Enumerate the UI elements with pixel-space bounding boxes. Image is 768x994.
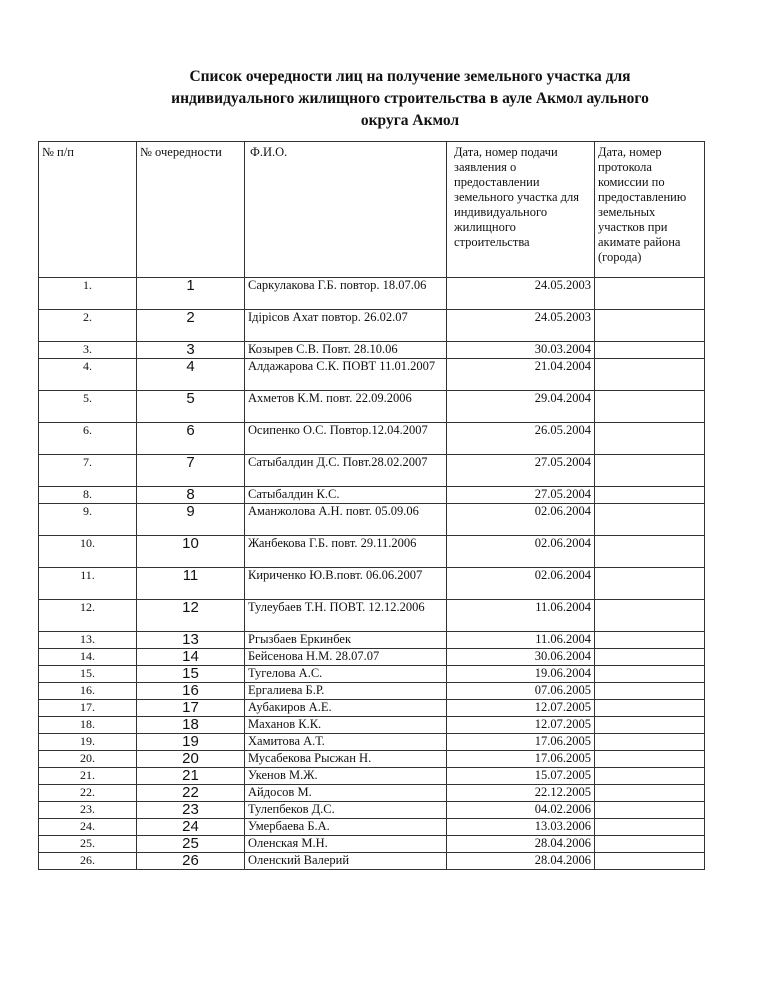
row-number: 9. bbox=[39, 504, 137, 536]
queue-number: 16 bbox=[137, 683, 245, 700]
table-row bbox=[39, 568, 705, 600]
queue-number: 4 bbox=[137, 359, 245, 391]
application-date: 19.06.2004 bbox=[447, 666, 595, 683]
row-number: 21. bbox=[39, 768, 137, 785]
applicant-name: Тугелова А.С. bbox=[245, 666, 447, 683]
queue-number: 14 bbox=[137, 649, 245, 666]
table-row bbox=[39, 751, 705, 768]
application-date: 28.04.2006 bbox=[447, 836, 595, 853]
queue-number: 24 bbox=[137, 819, 245, 836]
application-date: 07.06.2005 bbox=[447, 683, 595, 700]
row-number: 24. bbox=[39, 819, 137, 836]
applicant-name: Ергалиева Б.Р. bbox=[245, 683, 447, 700]
table-row bbox=[39, 536, 705, 568]
application-date: 29.04.2004 bbox=[447, 391, 595, 423]
applicant-name: Сатыбалдин К.С. bbox=[245, 487, 447, 504]
queue-number: 5 bbox=[137, 391, 245, 423]
table-row bbox=[39, 504, 705, 536]
application-date: 26.05.2004 bbox=[447, 423, 595, 455]
row-number: 26. bbox=[39, 853, 137, 870]
application-date: 30.03.2004 bbox=[447, 342, 595, 359]
queue-number: 21 bbox=[137, 768, 245, 785]
row-number: 3. bbox=[39, 342, 137, 359]
application-date: 17.06.2005 bbox=[447, 751, 595, 768]
protocol-cell bbox=[595, 853, 705, 870]
application-date: 30.06.2004 bbox=[447, 649, 595, 666]
applicant-name: Айдосов М. bbox=[245, 785, 447, 802]
table-row bbox=[39, 310, 705, 342]
protocol-cell bbox=[595, 683, 705, 700]
applicant-name: Оленский Валерий bbox=[245, 853, 447, 870]
queue-number: 22 bbox=[137, 785, 245, 802]
application-date: 24.05.2003 bbox=[447, 278, 595, 310]
protocol-cell bbox=[595, 487, 705, 504]
applicant-name: Хамитова А.Т. bbox=[245, 734, 447, 751]
application-date: 11.06.2004 bbox=[447, 632, 595, 649]
row-number: 15. bbox=[39, 666, 137, 683]
applicant-name: Умербаева Б.А. bbox=[245, 819, 447, 836]
application-date: 28.04.2006 bbox=[447, 853, 595, 870]
row-number: 22. bbox=[39, 785, 137, 802]
protocol-cell bbox=[595, 455, 705, 487]
protocol-cell bbox=[595, 700, 705, 717]
application-date: 17.06.2005 bbox=[447, 734, 595, 751]
table-row bbox=[39, 802, 705, 819]
queue-number: 1 bbox=[137, 278, 245, 310]
row-number: 20. bbox=[39, 751, 137, 768]
table-row bbox=[39, 683, 705, 700]
row-number: 2. bbox=[39, 310, 137, 342]
applicant-name: Жанбекова Г.Б. повт. 29.11.2006 bbox=[245, 536, 447, 568]
protocol-cell bbox=[595, 342, 705, 359]
queue-number: 7 bbox=[137, 455, 245, 487]
table-row bbox=[39, 423, 705, 455]
header-np: № п/п bbox=[39, 142, 137, 278]
queue-number: 6 bbox=[137, 423, 245, 455]
queue-number: 3 bbox=[137, 342, 245, 359]
applicant-name: Мусабекова Рысжан Н. bbox=[245, 751, 447, 768]
protocol-cell bbox=[595, 504, 705, 536]
title-line-1: Список очередности лиц на получение земельного участка для bbox=[189, 68, 631, 85]
table-row bbox=[39, 342, 705, 359]
applicant-name: Осипенко О.С. Повтор.12.04.2007 bbox=[245, 423, 447, 455]
protocol-cell bbox=[595, 768, 705, 785]
applicant-name: Кириченко Ю.В.повт. 06.06.2007 bbox=[245, 568, 447, 600]
application-date: 15.07.2005 bbox=[447, 768, 595, 785]
row-number: 17. bbox=[39, 700, 137, 717]
queue-number: 19 bbox=[137, 734, 245, 751]
table-row bbox=[39, 487, 705, 504]
applicant-name: Укенов М.Ж. bbox=[245, 768, 447, 785]
row-number: 8. bbox=[39, 487, 137, 504]
protocol-cell bbox=[595, 423, 705, 455]
table-row bbox=[39, 666, 705, 683]
row-number: 23. bbox=[39, 802, 137, 819]
queue-number: 26 bbox=[137, 853, 245, 870]
applicant-name: Козырев С.В. Повт. 28.10.06 bbox=[245, 342, 447, 359]
application-date: 21.04.2004 bbox=[447, 359, 595, 391]
row-number: 19. bbox=[39, 734, 137, 751]
protocol-cell bbox=[595, 785, 705, 802]
protocol-cell bbox=[595, 819, 705, 836]
queue-number: 13 bbox=[137, 632, 245, 649]
applicant-name: Ідірісов Ахат повтор. 26.02.07 bbox=[245, 310, 447, 342]
applicant-name: Саркулакова Г.Б. повтор. 18.07.06 bbox=[245, 278, 447, 310]
header-queue: № очередности bbox=[137, 142, 245, 278]
application-date: 24.05.2003 bbox=[447, 310, 595, 342]
application-date: 02.06.2004 bbox=[447, 536, 595, 568]
queue-number: 8 bbox=[137, 487, 245, 504]
table-row bbox=[39, 700, 705, 717]
protocol-cell bbox=[595, 751, 705, 768]
application-date: 27.05.2004 bbox=[447, 487, 595, 504]
table-row bbox=[39, 278, 705, 310]
table-row bbox=[39, 391, 705, 423]
queue-number: 10 bbox=[137, 536, 245, 568]
table-row bbox=[39, 785, 705, 802]
application-date: 02.06.2004 bbox=[447, 568, 595, 600]
protocol-cell bbox=[595, 802, 705, 819]
applicant-name: Сатыбалдин Д.С. Повт.28.02.2007 bbox=[245, 455, 447, 487]
table-row bbox=[39, 455, 705, 487]
table-row bbox=[39, 632, 705, 649]
header-protocol: Дата, номер протокола комиссии по предоставлению земельных участков при акимате района (города) bbox=[595, 142, 705, 278]
protocol-cell bbox=[595, 568, 705, 600]
table-row bbox=[39, 819, 705, 836]
row-number: 10. bbox=[39, 536, 137, 568]
protocol-cell bbox=[595, 310, 705, 342]
row-number: 12. bbox=[39, 600, 137, 632]
title-line-3: округа Акмол bbox=[360, 112, 460, 129]
queue-table bbox=[38, 141, 705, 870]
table-row bbox=[39, 734, 705, 751]
queue-number: 15 bbox=[137, 666, 245, 683]
application-date: 22.12.2005 bbox=[447, 785, 595, 802]
title-line-2: индивидуального жилищного строительства в ауле Акмол аульного bbox=[171, 90, 649, 107]
protocol-cell bbox=[595, 666, 705, 683]
row-number: 6. bbox=[39, 423, 137, 455]
protocol-cell bbox=[595, 600, 705, 632]
row-number: 16. bbox=[39, 683, 137, 700]
applicant-name: Тулепбеков Д.С. bbox=[245, 802, 447, 819]
protocol-cell bbox=[595, 734, 705, 751]
row-number: 13. bbox=[39, 632, 137, 649]
queue-number: 18 bbox=[137, 717, 245, 734]
protocol-cell bbox=[595, 632, 705, 649]
table-row bbox=[39, 649, 705, 666]
row-number: 1. bbox=[39, 278, 137, 310]
application-date: 13.03.2006 bbox=[447, 819, 595, 836]
table-row bbox=[39, 853, 705, 870]
applicant-name: Оленская М.Н. bbox=[245, 836, 447, 853]
row-number: 7. bbox=[39, 455, 137, 487]
applicant-name: Аубакиров А.Е. bbox=[245, 700, 447, 717]
table-row bbox=[39, 768, 705, 785]
application-date: 27.05.2004 bbox=[447, 455, 595, 487]
queue-number: 20 bbox=[137, 751, 245, 768]
row-number: 14. bbox=[39, 649, 137, 666]
queue-number: 23 bbox=[137, 802, 245, 819]
applicant-name: Ахметов К.М. повт. 22.09.2006 bbox=[245, 391, 447, 423]
protocol-cell bbox=[595, 536, 705, 568]
applicant-name: Алдажарова С.К. ПОВТ 11.01.2007 bbox=[245, 359, 447, 391]
protocol-cell bbox=[595, 717, 705, 734]
application-date: 04.02.2006 bbox=[447, 802, 595, 819]
protocol-cell bbox=[595, 359, 705, 391]
applicant-name: Маханов К.К. bbox=[245, 717, 447, 734]
applicant-name: Аманжолова А.Н. повт. 05.09.06 bbox=[245, 504, 447, 536]
queue-number: 9 bbox=[137, 504, 245, 536]
queue-number: 25 bbox=[137, 836, 245, 853]
row-number: 11. bbox=[39, 568, 137, 600]
table-row bbox=[39, 359, 705, 391]
protocol-cell bbox=[595, 278, 705, 310]
table-header-row bbox=[39, 142, 705, 278]
table-row bbox=[39, 600, 705, 632]
application-date: 12.07.2005 bbox=[447, 717, 595, 734]
queue-number: 17 bbox=[137, 700, 245, 717]
application-date: 11.06.2004 bbox=[447, 600, 595, 632]
row-number: 18. bbox=[39, 717, 137, 734]
protocol-cell bbox=[595, 649, 705, 666]
application-date: 02.06.2004 bbox=[447, 504, 595, 536]
protocol-cell bbox=[595, 391, 705, 423]
header-application: Дата, номер подачи заявления о предоставлении земельного участка для индивидуального жилищного строительства bbox=[447, 142, 595, 278]
queue-number: 12 bbox=[137, 600, 245, 632]
protocol-cell bbox=[595, 836, 705, 853]
application-date: 12.07.2005 bbox=[447, 700, 595, 717]
header-name: Ф.И.О. bbox=[245, 142, 447, 278]
queue-number: 2 bbox=[137, 310, 245, 342]
document-title bbox=[120, 66, 700, 132]
row-number: 25. bbox=[39, 836, 137, 853]
applicant-name: Ргызбаев Еркинбек bbox=[245, 632, 447, 649]
applicant-name: Бейсенова Н.М. 28.07.07 bbox=[245, 649, 447, 666]
queue-number: 11 bbox=[137, 568, 245, 600]
row-number: 4. bbox=[39, 359, 137, 391]
applicant-name: Тулеубаев Т.Н. ПОВТ. 12.12.2006 bbox=[245, 600, 447, 632]
row-number: 5. bbox=[39, 391, 137, 423]
table-row bbox=[39, 717, 705, 734]
table-row bbox=[39, 836, 705, 853]
